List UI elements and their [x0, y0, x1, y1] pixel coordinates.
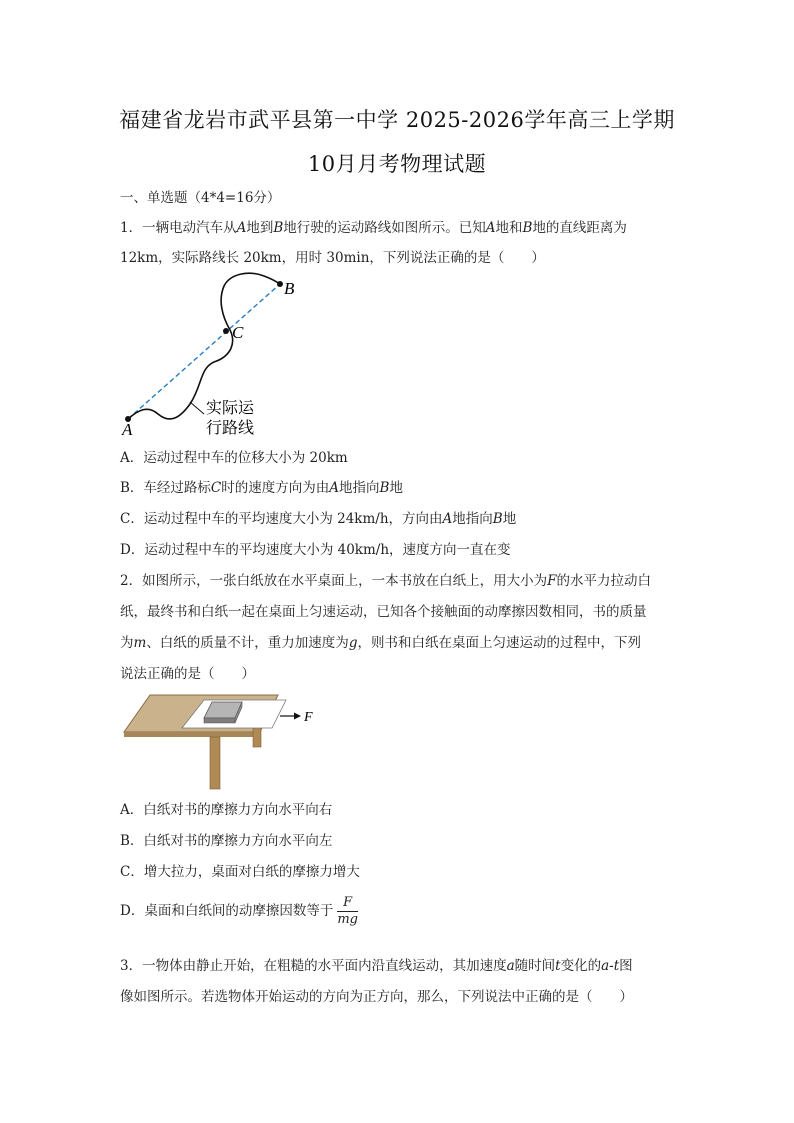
section-heading: 一、单选题（4*4=16分）: [120, 190, 281, 206]
actual-route-path: [128, 273, 280, 419]
q2-stem-line1: 2．如图所示，一张白纸放在水平桌面上，一本书放在白纸上，用大小为F的水平力拉动白: [120, 573, 651, 589]
label-b: B: [284, 279, 295, 298]
exam-title-line2: 10月月考物理试题: [307, 152, 487, 176]
route-label-1: 实际运: [206, 398, 255, 417]
force-label: F: [304, 710, 313, 725]
straight-line-ab: [128, 284, 280, 419]
q1-stem-line2: 12km，实际路线长 20km，用时 30min，下列说法正确的是（ ）: [120, 250, 545, 266]
q2-option-a: A．白纸对书的摩擦力方向水平向右: [120, 802, 333, 818]
point-b: [277, 281, 283, 287]
table-edge: [124, 732, 260, 737]
book-side: [204, 718, 235, 723]
q1-option-c: C．运动过程中车的平均速度大小为 24km/h，方向由A地指向B地: [120, 511, 517, 527]
q2-stem-line3: 为m、白纸的质量不计，重力加速度为g，则书和白纸在桌面上匀速运动的过程中，下列: [120, 635, 641, 651]
exam-title-line1: 福建省龙岩市武平县第一中学 2025-2026学年高三上学期: [119, 108, 675, 132]
q2-table-figure: [120, 690, 320, 792]
q2-stem-line2: 纸，最终书和白纸一起在桌面上匀速运动，已知各个接触面的动摩擦因数相同，书的质量: [120, 604, 647, 620]
q2-option-d: D．桌面和白纸间的动摩擦因数等于 $\frac{F}{mg}$: [120, 895, 358, 927]
q2-stem-line4: 说法正确的是（ ）: [120, 666, 255, 682]
point-c: [223, 328, 229, 334]
q1-stem-line1: 1．一辆电动汽车从A地到B地行驶的运动路线如图所示。已知A地和B地的直线距离为: [120, 220, 627, 236]
route-label-2: 行路线: [206, 418, 255, 437]
q3-stem-line1: 3．一物体由静止开始，在粗糙的水平面内沿直线运动，其加速度a随时间t变化的a-t图: [120, 958, 633, 974]
q1-route-figure: [118, 272, 295, 442]
route-label-leader: [190, 402, 204, 414]
q2-option-b: B．白纸对书的摩擦力方向水平向左: [120, 833, 333, 849]
q2-option-c: C．增大拉力，桌面对白纸的摩擦力增大: [120, 864, 360, 880]
force-arrow-head: [294, 713, 301, 720]
label-a: A: [122, 420, 133, 439]
q3-stem-line2: 像如图所示。若选物体开始运动的方向为正方向，那么，下列说法中正确的是（ ）: [120, 989, 633, 1005]
q1-option-b: B．车经过路标C时的速度方向为由A地指向B地: [120, 480, 403, 496]
fraction-f-over-mg: $\frac{F}{mg}$: [337, 895, 358, 927]
label-c: C: [232, 323, 244, 342]
q1-option-a: A．运动过程中车的位移大小为 20km: [120, 450, 348, 466]
q1-option-d: D．运动过程中车的平均速度大小为 40km/h，速度方向一直在变: [120, 542, 511, 558]
table-leg-front: [210, 737, 220, 789]
